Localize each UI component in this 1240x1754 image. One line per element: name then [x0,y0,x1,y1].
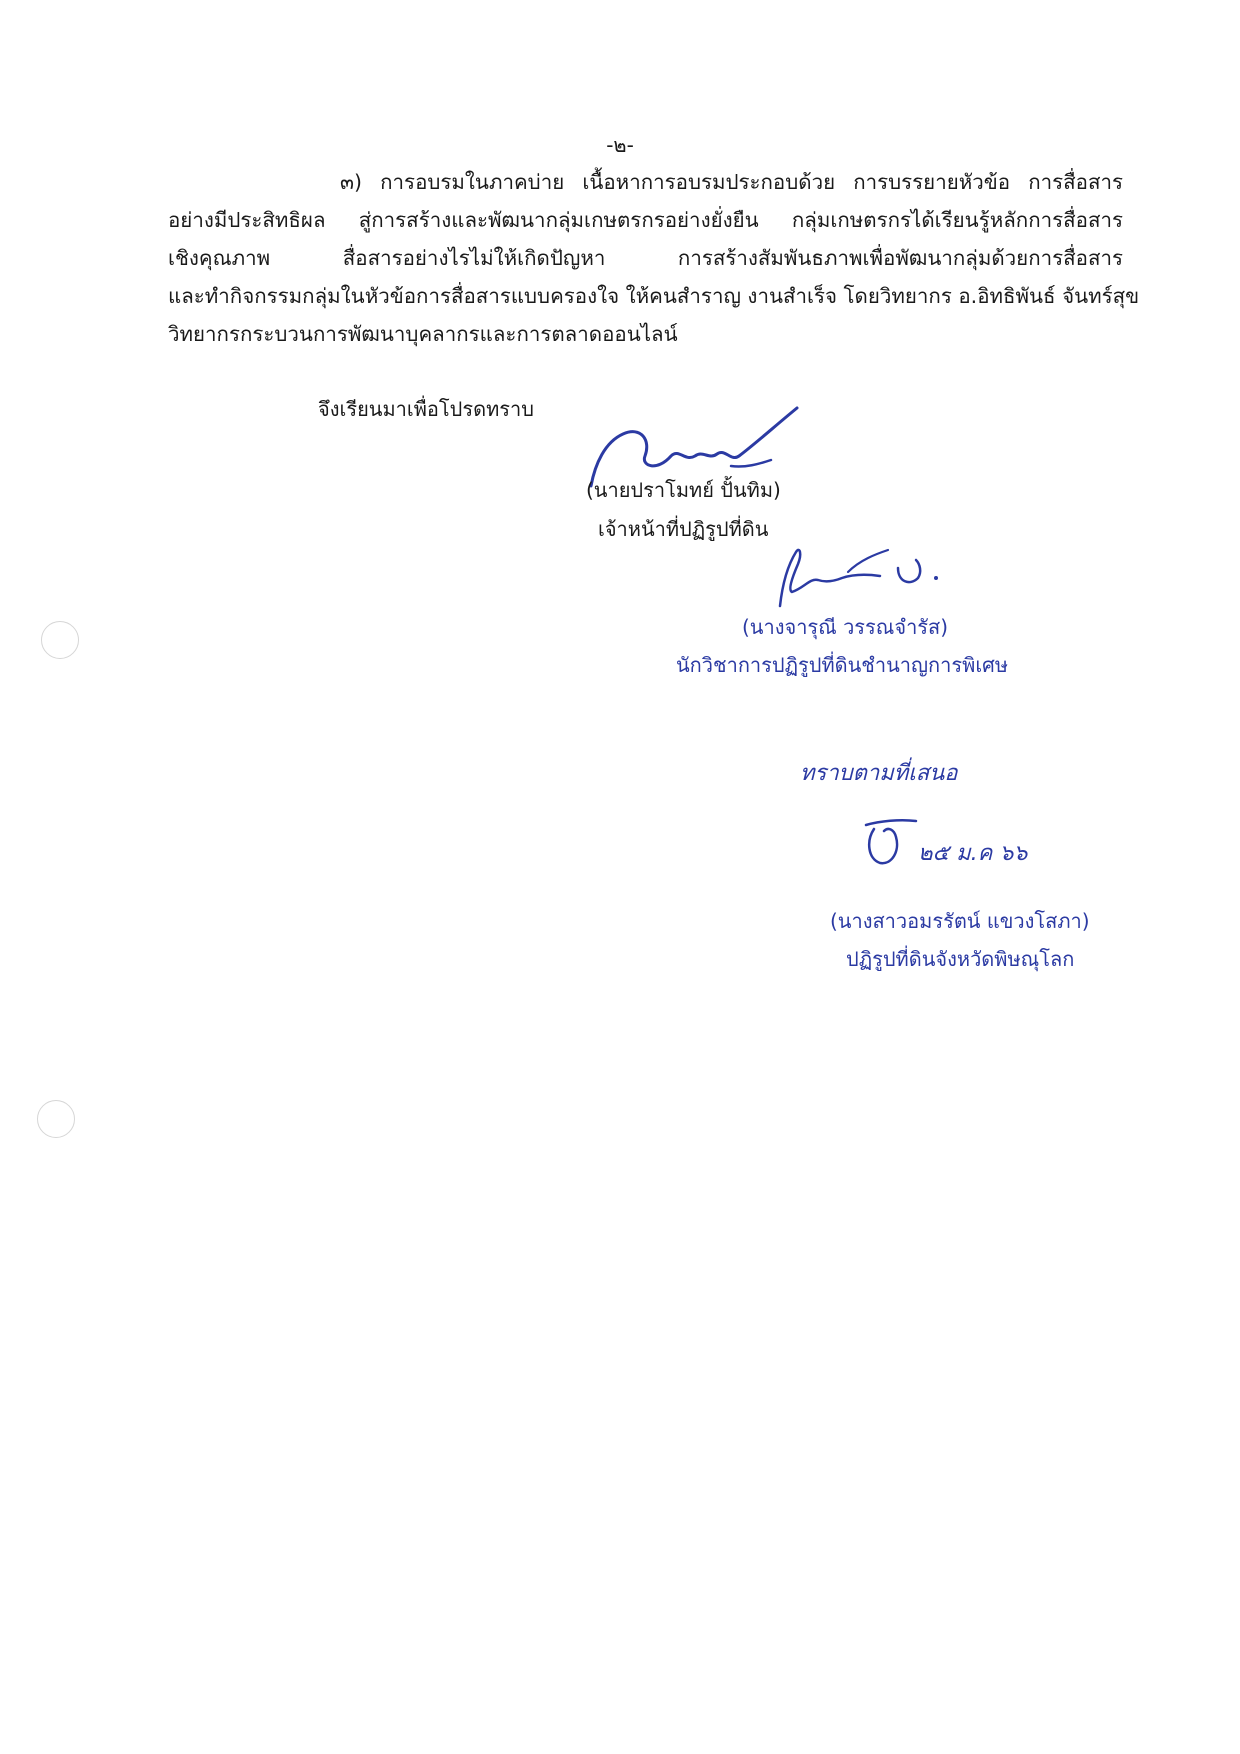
signatory-3-position: ปฏิรูปที่ดินจังหวัดพิษณุโลก [846,947,1075,971]
punch-hole [41,621,79,659]
signatory-1-name: (นายปราโมทย์ ปั้นทิม) [586,478,781,502]
handwritten-date: ๒๕ ม.ค ๖๖ [918,841,1028,866]
paragraph-line: เชิงคุณภาพ สื่อสารอย่างไรไม่ให้เกิดปัญหา การสร้างสัมพันธภาพเพื่อพัฒนากลุ่มด้วยการสื่อสาร [168,246,1123,270]
body-paragraph [168,163,1140,353]
signatory-2-position: นักวิชาการปฏิรูปที่ดินชำนาญการพิเศษ [676,653,1009,677]
signatory-2-name: (นางจารุณี วรรณจำรัส) [742,615,949,639]
signature-3 [860,815,920,867]
signatory-3-name: (นางสาวอมรรัตน์ แขวงโสภา) [830,909,1090,933]
paragraph-line: และทำกิจกรรมกลุ่มในหัวข้อการสื่อสารแบบครองใจ ให้คนสำราญ งานสำเร็จ โดยวิทยากร อ.อิทธิพันธ์ จันทร์สุข [168,284,1140,308]
closing-line: จึงเรียนมาเพื่อโปรดทราบ [318,397,534,421]
page-number: -๒- [606,133,634,157]
paragraph-line: อย่างมีประสิทธิผล สู่การสร้างและพัฒนากลุ่มเกษตรกรอย่างยั่งยืน กลุ่มเกษตรกรได้เรียนรู้หลักการสื่อสาร [168,208,1123,232]
signatory-1-position: เจ้าหน้าที่ปฏิรูปที่ดิน [598,517,769,541]
approval-note: ทราบตามที่เสนอ [800,761,958,786]
signature-2 [752,538,942,610]
paragraph-line: วิทยากรกระบวนการพัฒนาบุคลากรและการตลาดออนไลน์ [168,322,678,346]
punch-hole [37,1100,75,1138]
paragraph-line: ๓) การอบรมในภาคบ่าย เนื้อหาการอบรมประกอบด้วย การบรรยายหัวข้อ การสื่อสาร [340,170,1123,194]
